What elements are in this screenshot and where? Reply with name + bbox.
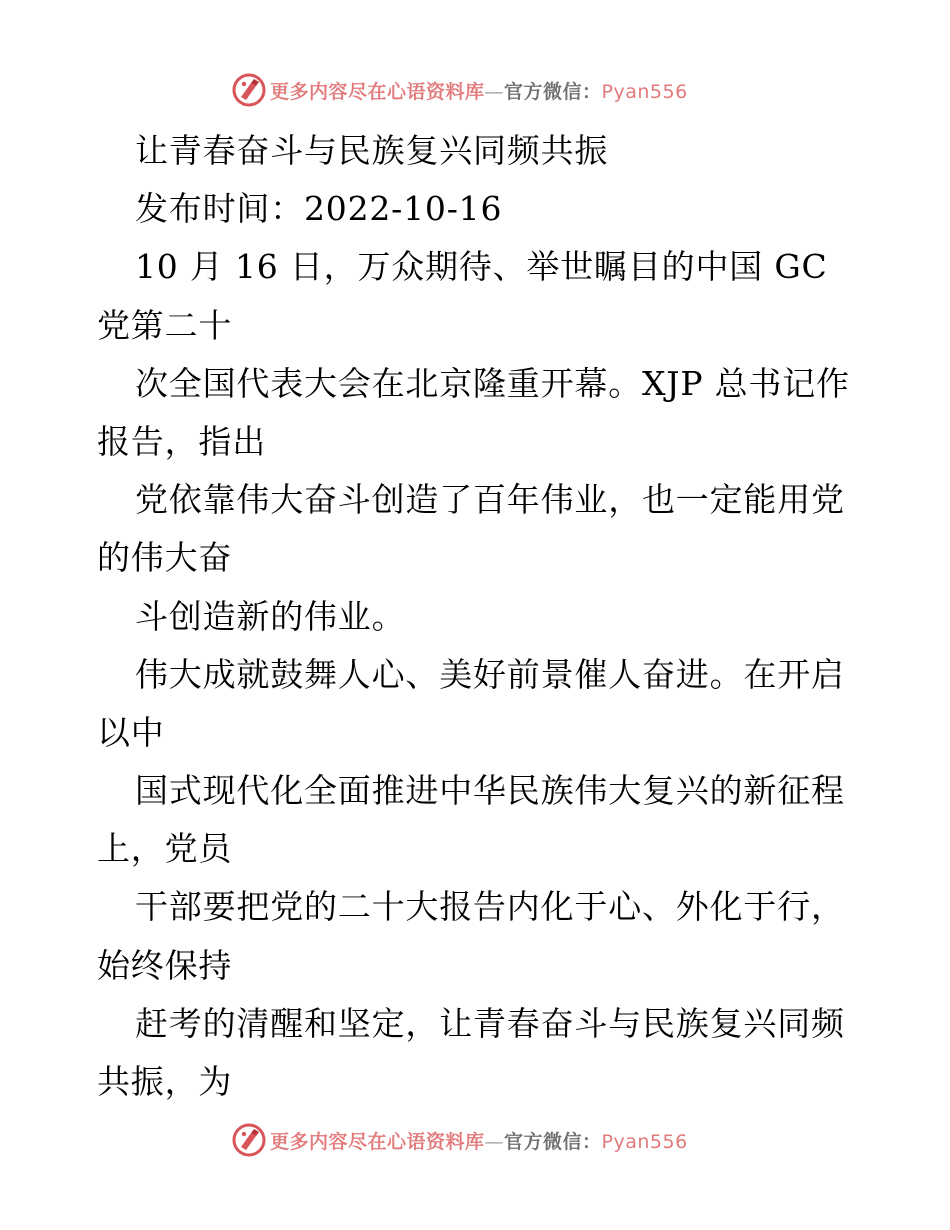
body-text-line: 的伟大奋 (97, 538, 233, 578)
watermark-title: 更多内容尽在心语资料库 (270, 1130, 485, 1153)
document-title: 让青春奋斗与民族复兴同频共振 (135, 131, 609, 170)
body-text-line: 报告，指出 (97, 421, 266, 461)
body-text-line: 伟大成就鼓舞人心、美好前景催人奋进。在开启 (135, 654, 845, 694)
body-text-line: 次全国代表大会在北京隆重开幕。XJP 总书记作 (135, 363, 850, 403)
body-text-line: 干部要把党的二十大报告内化于心、外化于行， (135, 887, 845, 927)
body-text-line: 赶考的清醒和坚定，让青春奋斗与民族复兴同频 (135, 1003, 845, 1043)
watermark-wechat-label: 官方微信： (504, 80, 602, 103)
body-text-line: 斗创造新的伟业。 (135, 596, 406, 636)
body-text-line: 党依靠伟大奋斗创造了百年伟业，也一定能用党 (135, 480, 845, 520)
body-text-line: 国式现代化全面推进中华民族伟大复兴的新征程 (135, 771, 845, 811)
body-text-line: 党第二十 (97, 305, 233, 345)
watermark-wechat-handle: Pyan556 (601, 80, 688, 103)
watermark-dash: — (484, 1130, 505, 1153)
body-text-line: 共振，为 (97, 1062, 233, 1101)
brand-logo-icon (232, 73, 266, 107)
body-text-line: 始终保持 (97, 945, 233, 985)
body-text-line: 10 月 16 日，万众期待、举世瞩目的中国 GC (135, 247, 828, 287)
footer-watermark (232, 1122, 688, 1158)
header-watermark (232, 72, 688, 108)
publish-date-line: 发布时间：2022-10-16 (135, 189, 503, 229)
watermark-dash: — (484, 80, 505, 103)
watermark-title: 更多内容尽在心语资料库 (270, 80, 485, 103)
body-text-line: 上，党员 (97, 829, 233, 869)
body-text-line: 以中 (97, 712, 165, 752)
watermark-wechat-label: 官方微信： (504, 1130, 602, 1153)
document-body (97, 122, 857, 1111)
brand-logo-icon (232, 1123, 266, 1157)
watermark-wechat-handle: Pyan556 (601, 1130, 688, 1153)
